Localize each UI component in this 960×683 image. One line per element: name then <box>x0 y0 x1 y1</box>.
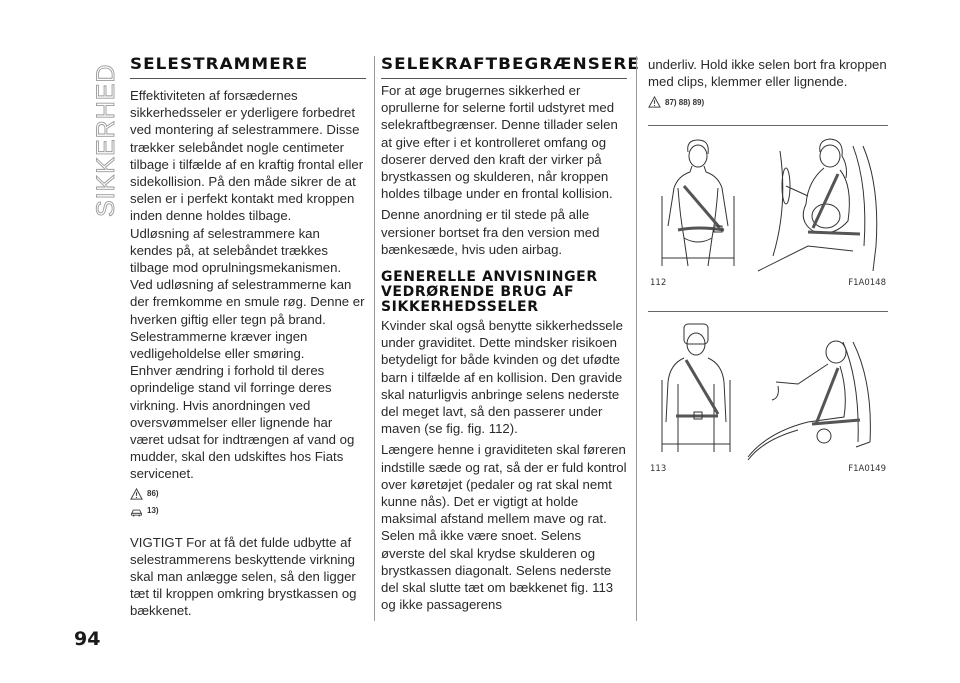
section-side-label <box>84 40 124 240</box>
column-divider <box>636 56 637 621</box>
warning-reference: 87) 88) 89) <box>665 97 705 107</box>
warning-triangle-icon <box>648 96 661 108</box>
paragraph: Denne anordning er til stede på alle versioner bortset fra den version med bænkesæde, hvis uden airbag. <box>381 207 600 257</box>
heading-rule <box>130 78 366 79</box>
car-caution-icon <box>130 505 143 517</box>
caution-reference-row <box>130 505 366 517</box>
paragraph: Udløsning af selestrammere kan kendes på, at selebåndet trækkes tilbage mod oprulningsmekanismen. <box>130 225 342 276</box>
heading-rule <box>381 78 627 79</box>
warning-reference: 86) <box>147 489 159 499</box>
paragraph-important: VIGTIGT For at få det fulde udbytte af selestrammerens beskyttende virkning skal man anlægge selen, så den ligger tæt til kroppen omkring brystkassen og bækkenet. <box>130 534 357 619</box>
warning-reference-row <box>130 488 366 500</box>
heading-selekraftbegraensere: SELEKRAFTBEGRÆNSERE <box>381 54 640 73</box>
page-number: 94 <box>74 628 101 650</box>
heading-selestrammere: SELESTRAMMERE <box>130 54 309 73</box>
warning-triangle-icon <box>130 488 143 500</box>
caution-reference: 13) <box>147 506 159 516</box>
sub-heading-generelle-anvisninger: GENERELLE ANVISNINGER VEDRØRENDE BRUG AF SIKKERHEDSSELER <box>381 269 598 316</box>
paragraph: underliv. Hold ikke selen bort fra kroppen med clips, klemmer eller lignende. <box>648 57 887 90</box>
figure-code: F1A0148 <box>848 278 886 288</box>
figure-number: 113 <box>650 464 667 474</box>
paragraph: For at øge brugernes sikkerhed er oprullerne for selerne fortil udstyret med selekraftbegrænser. Denne tillader selen at give efter i et kontrolleret omfang og doserer derved den kraft der virker på brystkassen og skulderen, når kroppen holdes tilbage under en frontal kollision. <box>381 83 618 202</box>
paragraph: Enhver ændring i forhold til deres oprindelige stand vil forringe deres virkning. Hvis anordningen ved oversvømmelser eller lignende har været udsat for indtrængen af vand og mudder, skal den udskiftes hos Fiats servicenet. <box>130 363 355 482</box>
seatbelt-position-illustration <box>648 312 888 462</box>
figure-caption <box>648 462 888 474</box>
column-selestrammere <box>130 56 366 620</box>
paragraph: Ved udløsning af selestrammerne kan der fremkomme en smule røg. Denne er hverken giftig eller tegn på brand. <box>130 277 365 327</box>
column-divider <box>374 56 375 621</box>
figure-112 <box>648 125 888 288</box>
paragraph: Længere henne i graviditeten skal føreren indstille sæde og rat, så der er fuld kontrol over køretøjet (pedaler og rat skal nemt kunne nås). Det er vigtigt at holde maksimal afstand mellem mave og rat. Selen må ikke være snoet. Selens øverste del skal krydse skulderen og brystkassen diagonalt. Selens nederste del skal slutte tæt om bækkenet fig. 113 og ikke passagerens <box>381 442 627 613</box>
figure-113 <box>648 311 888 474</box>
pregnant-seatbelt-illustration <box>648 126 888 276</box>
side-label-text: SIKKERHED <box>92 63 120 217</box>
paragraph: Selestrammerne kræver ingen vedligeholdelse eller smøring. <box>130 328 308 362</box>
column-figures <box>648 56 888 111</box>
column-selekraftbegraensere <box>381 54 640 613</box>
figure-code: F1A0149 <box>848 464 886 474</box>
figure-number: 112 <box>650 278 667 288</box>
paragraph: Effektiviteten af forsædernes sikkerhedsseler er yderligere forbedret ved montering af selestrammere. Disse trækker selebåndet nogle centimeter tilbage i tilfælde af en kraftig frontal eller sidekollision. På den måde sikrer de at selen er i perfekt kontakt med kroppen inden denne holdes tilbage. <box>130 88 364 224</box>
warning-reference-row <box>648 96 888 108</box>
figure-caption <box>648 276 888 288</box>
side-label-svg <box>84 40 124 240</box>
paragraph: Kvinder skal også benytte sikkerhedsselе under graviditet. Dette mindsker risikoen betydeligt for både kvinden og det ufødte barn i tilfælde af en kollision. Den gravide skal naturligvis anbringe selens nederste del meget lavt, så den passerer under maven (se fig. fig. 112). <box>381 318 623 437</box>
